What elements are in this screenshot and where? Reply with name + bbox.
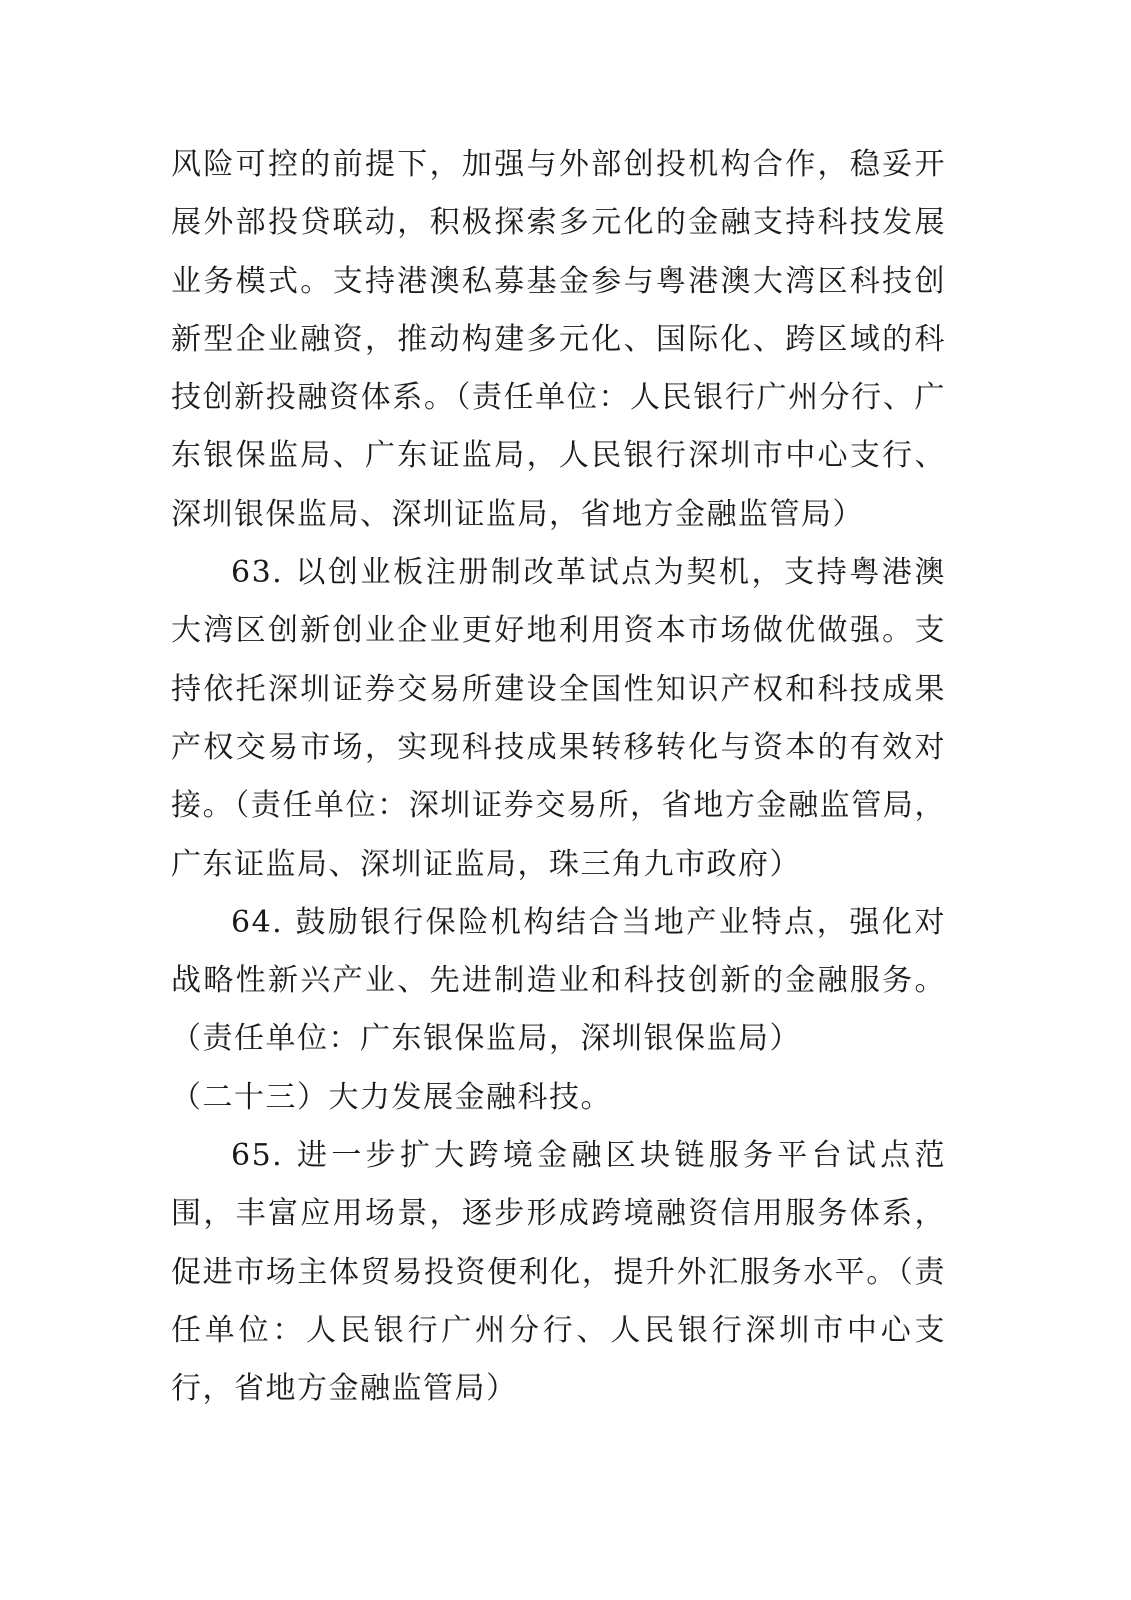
paragraph-item-63: 63. 以创业板注册制改革试点为契机，支持粤港澳大湾区创新创业企业更好地利用资本市场做优做强。支持依托深圳证券交易所建设全国性知识产权和科技成果产权交易市场，实现科技成果转移转化与资本的有效对接。（责任单位：深圳证券交易所，省地方金融监管局，广东证监局、深圳证监局，珠三角九市政府） bbox=[171, 555, 946, 882]
section-heading-23: （二十三）大力发展金融科技。 bbox=[171, 1079, 612, 1115]
paragraph-item-65: 65. 进一步扩大跨境金融区块链服务平台试点范围，丰富应用场景，逐步形成跨境融资信用服务体系，促进市场主体贸易投资便利化，提升外汇服务水平。（责任单位：人民银行广州分行、人民银行深圳市中心支行，省地方金融监管局） bbox=[171, 1138, 946, 1407]
paragraph-item-64: 64. 鼓励银行保险机构结合当地产业特点，强化对战略性新兴产业、先进制造业和科技创新的金融服务。（责任单位：广东银保监局，深圳银保监局） bbox=[171, 904, 946, 1057]
paragraph-continuation: 风险可控的前提下，加强与外部创投机构合作，稳妥开展外部投贷联动，积极探索多元化的金融支持科技发展业务模式。支持港澳私募基金参与粤港澳大湾区科技创新型企业融资，推动构建多元化、国际化、跨区域的科技创新投融资体系。（责任单位：人民银行广州分行、广东银保监局、广东证监局，人民银行深圳市中心支行、深圳银保监局、深圳证监局，省地方金融监管局） bbox=[171, 147, 946, 532]
document-body bbox=[171, 136, 946, 1419]
